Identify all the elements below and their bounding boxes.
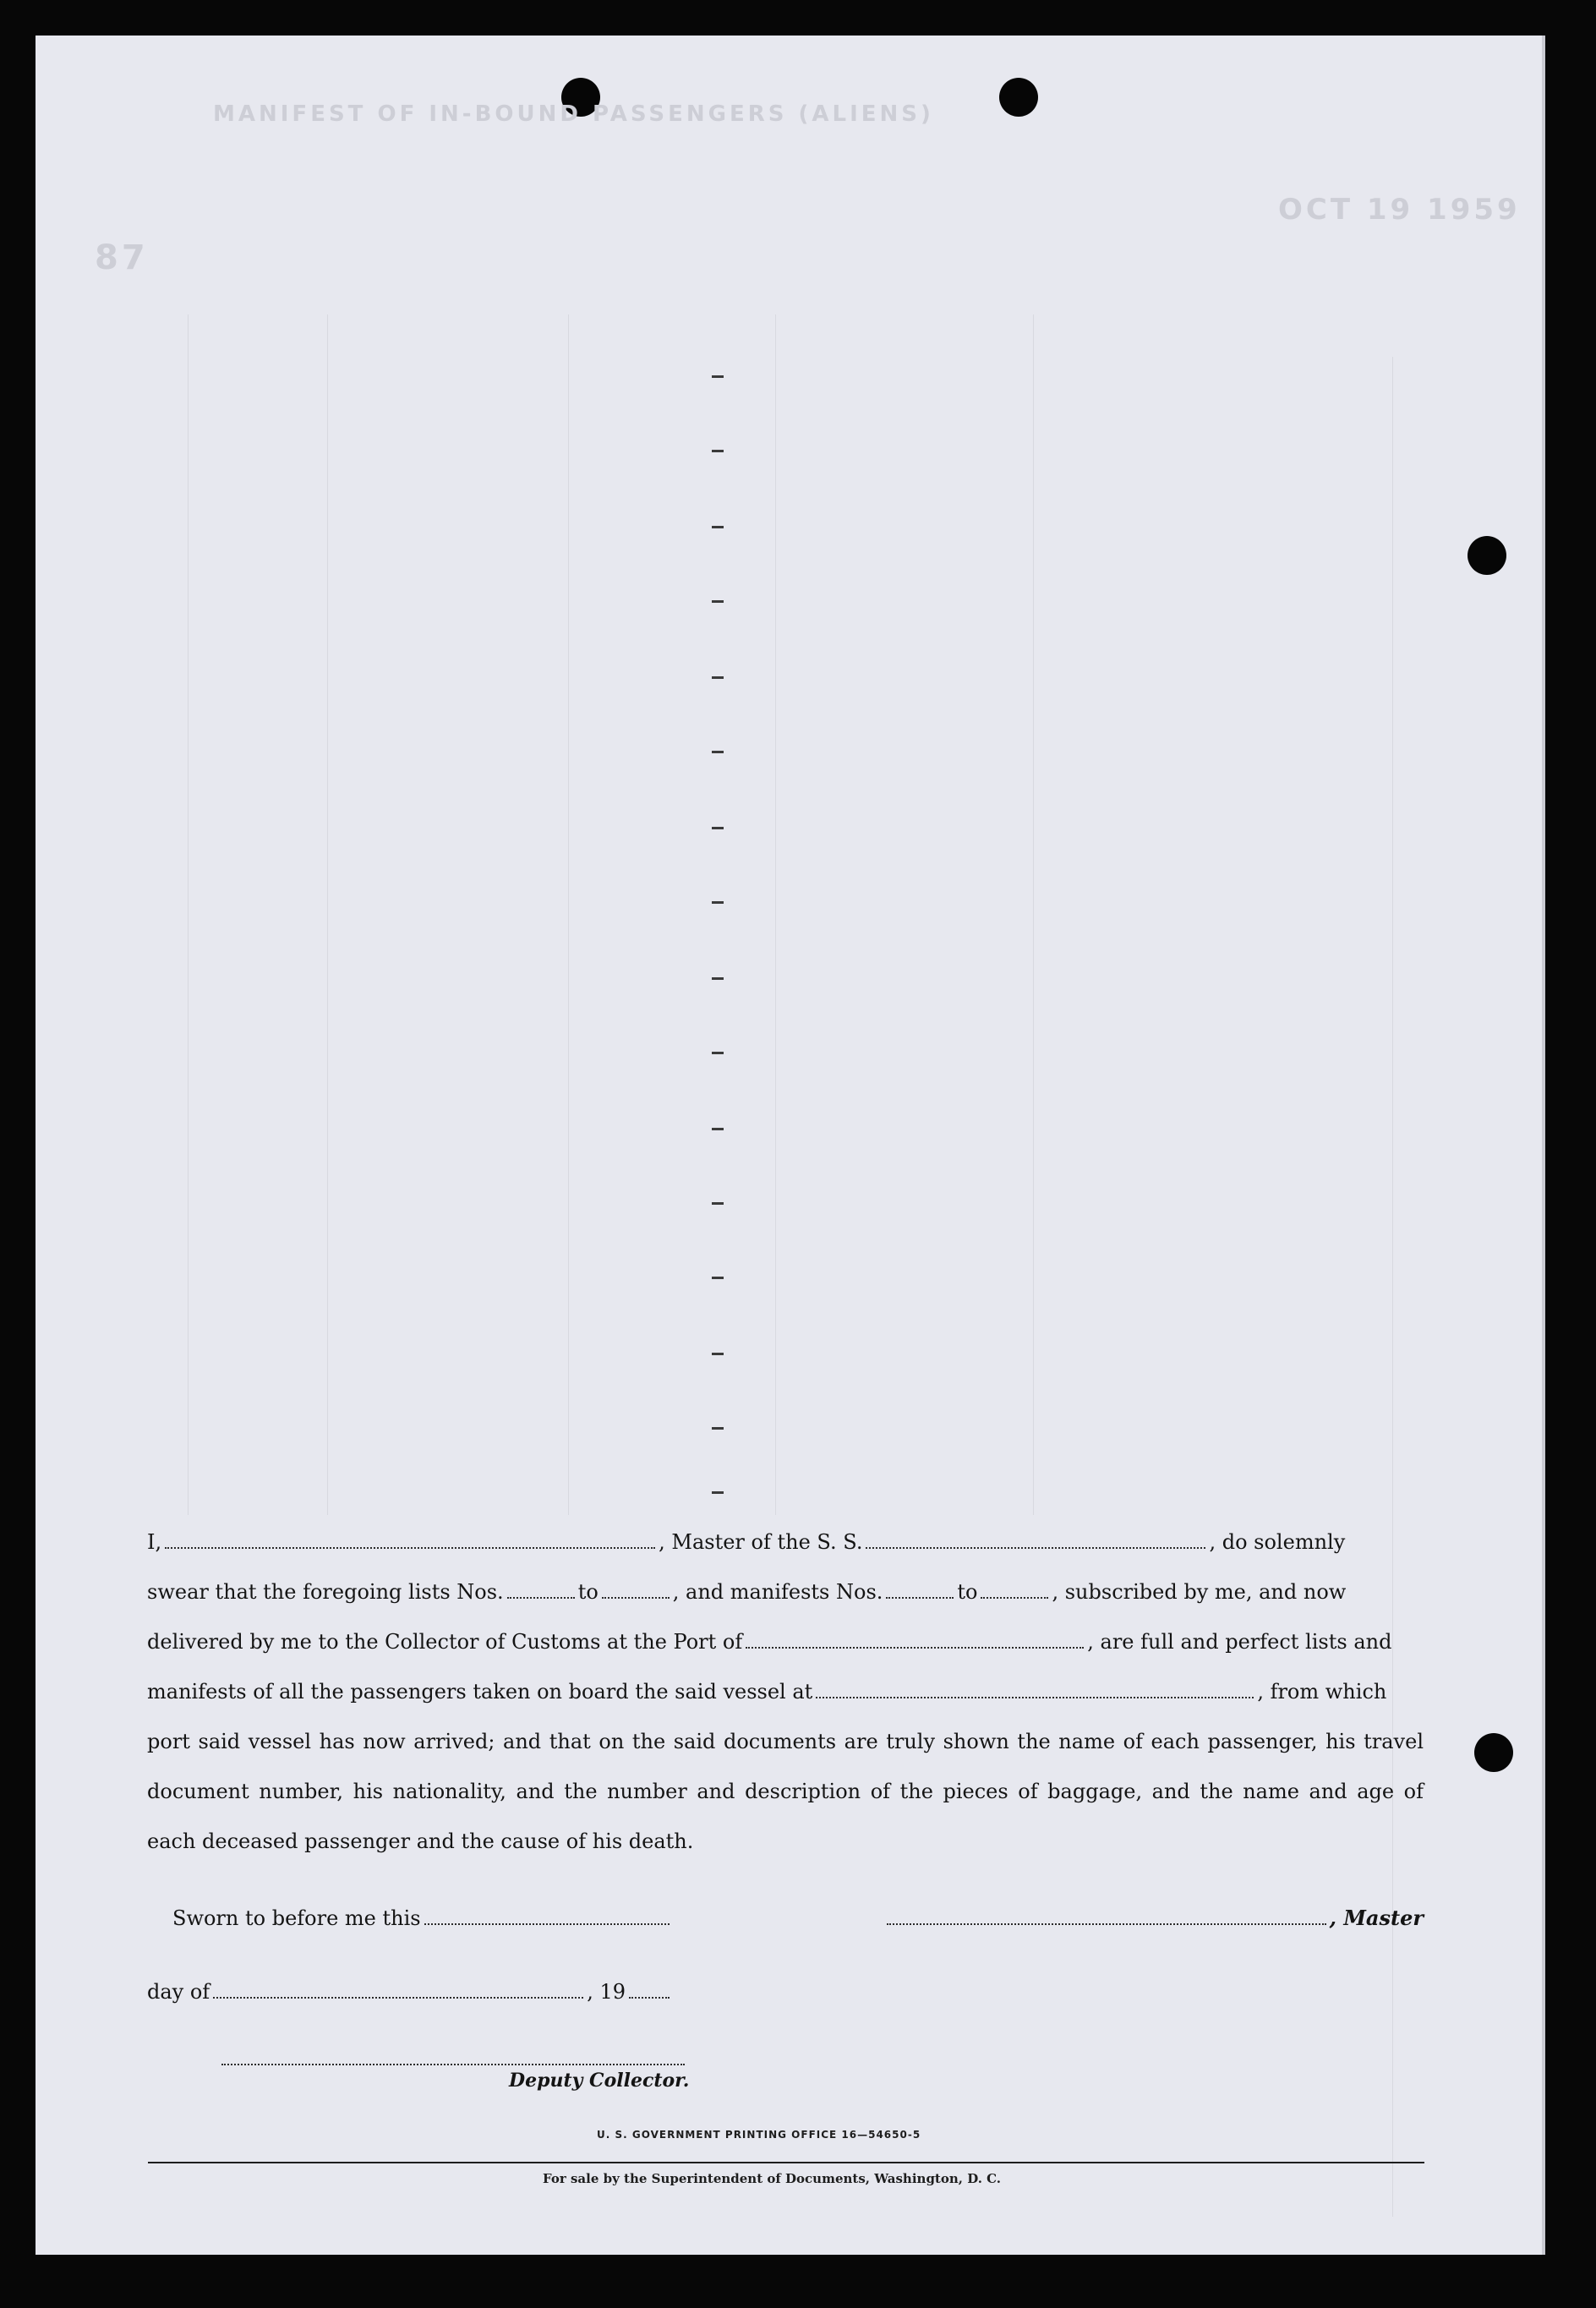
dash-mark	[712, 827, 724, 829]
printing-office-imprint: U. S. GOVERNMENT PRINTING OFFICE 16—54650-5	[597, 2129, 921, 2141]
master-oath	[147, 1530, 1424, 1885]
oath-text: to	[577, 1580, 598, 1604]
dash-mark	[712, 526, 724, 528]
oath-text: delivered by me to the Collector of Customs at the Port of	[147, 1630, 743, 1654]
oath-text: each deceased passenger and the cause of his death.	[147, 1829, 694, 1853]
year-field[interactable]	[629, 1982, 670, 1999]
bleed-through-rule	[775, 314, 776, 1515]
master-signature-field[interactable]	[887, 1908, 1326, 1925]
bleed-through-page-number: 87	[95, 238, 149, 277]
manifest-page	[36, 36, 1545, 2255]
dash-mark	[712, 977, 724, 980]
bleed-through-rule	[568, 314, 569, 1515]
oath-line-7	[147, 1829, 1424, 1853]
lists-to-field[interactable]	[602, 1582, 670, 1599]
dash-mark	[712, 1128, 724, 1130]
lists-from-field[interactable]	[507, 1582, 575, 1599]
oath-text: , subscribed by me, and now	[1052, 1580, 1347, 1604]
punch-hole	[1474, 1733, 1513, 1772]
dash-mark	[712, 1052, 724, 1054]
dash-mark	[712, 1277, 724, 1279]
deputy-signature-line[interactable]	[221, 2061, 685, 2065]
dash-mark	[712, 1491, 724, 1494]
day-of-field[interactable]	[213, 1982, 583, 1999]
port-of-departure-field[interactable]	[816, 1682, 1254, 1698]
oath-text: port said vessel has now arrived; and that on the said documents are truly shown the name of each passenger, his travel	[147, 1730, 1424, 1753]
oath-text: , Master of the S. S.	[659, 1530, 863, 1554]
oath-text: , do solemnly	[1209, 1530, 1346, 1554]
oath-text: , from which	[1257, 1680, 1387, 1704]
deputy-collector-label: Deputy Collector.	[509, 2070, 690, 2092]
dash-mark	[712, 1427, 724, 1430]
oath-text: swear that the foregoing lists Nos.	[147, 1580, 504, 1604]
bleed-through-rule	[1033, 314, 1034, 1515]
footer-rule	[148, 2162, 1424, 2163]
manifests-from-field[interactable]	[886, 1582, 954, 1599]
oath-text: to	[957, 1580, 978, 1604]
oath-line-6	[147, 1780, 1424, 1803]
oath-line-2	[147, 1580, 1424, 1604]
oath-text: , are full and perfect lists and	[1087, 1630, 1392, 1654]
port-of-arrival-field[interactable]	[746, 1632, 1084, 1649]
oath-text: document number, his nationality, and the number and description of the pieces of baggage, and the name and age of	[147, 1780, 1424, 1803]
oath-text: manifests of all the passengers taken on board the said vessel at	[147, 1680, 813, 1704]
dash-mark	[712, 751, 724, 753]
bleed-through-title: MANIFEST OF IN-BOUND PASSENGERS (ALIENS)	[213, 101, 934, 127]
sworn-row	[147, 1906, 1424, 1930]
dash-mark	[712, 1353, 724, 1355]
dash-mark	[712, 600, 724, 603]
dash-mark	[712, 375, 724, 378]
master-name-field[interactable]	[165, 1532, 655, 1549]
sworn-line	[147, 1906, 1424, 1939]
punch-hole	[1468, 536, 1506, 575]
bleed-through-rule	[327, 314, 328, 1515]
oath-line-4	[147, 1680, 1424, 1704]
year-prefix-label: , 19	[587, 1980, 626, 2004]
day-line	[147, 1980, 1424, 2014]
oath-line-5	[147, 1730, 1424, 1753]
day-row	[147, 1980, 1424, 2004]
oath-line-3	[147, 1630, 1424, 1654]
bleed-through-rule	[188, 314, 189, 1515]
sworn-date-field[interactable]	[424, 1908, 670, 1925]
sale-notice: For sale by the Superintendent of Documents, Washington, D. C.	[543, 2171, 1002, 2186]
oath-line-1	[147, 1530, 1424, 1554]
dash-mark	[712, 901, 724, 904]
punch-hole	[999, 78, 1038, 117]
bleed-through-date: OCT 19 1959	[1278, 193, 1521, 227]
dash-mark	[712, 676, 724, 679]
manifests-to-field[interactable]	[981, 1582, 1048, 1599]
day-of-label: day of	[147, 1980, 210, 2004]
master-label: , Master	[1329, 1906, 1424, 1930]
dash-mark	[712, 450, 724, 452]
dash-mark	[712, 1202, 724, 1205]
sworn-label: Sworn to before me this	[172, 1906, 421, 1930]
oath-text: I,	[147, 1530, 162, 1554]
ship-name-field[interactable]	[866, 1532, 1205, 1549]
oath-text: , and manifests Nos.	[672, 1580, 883, 1604]
